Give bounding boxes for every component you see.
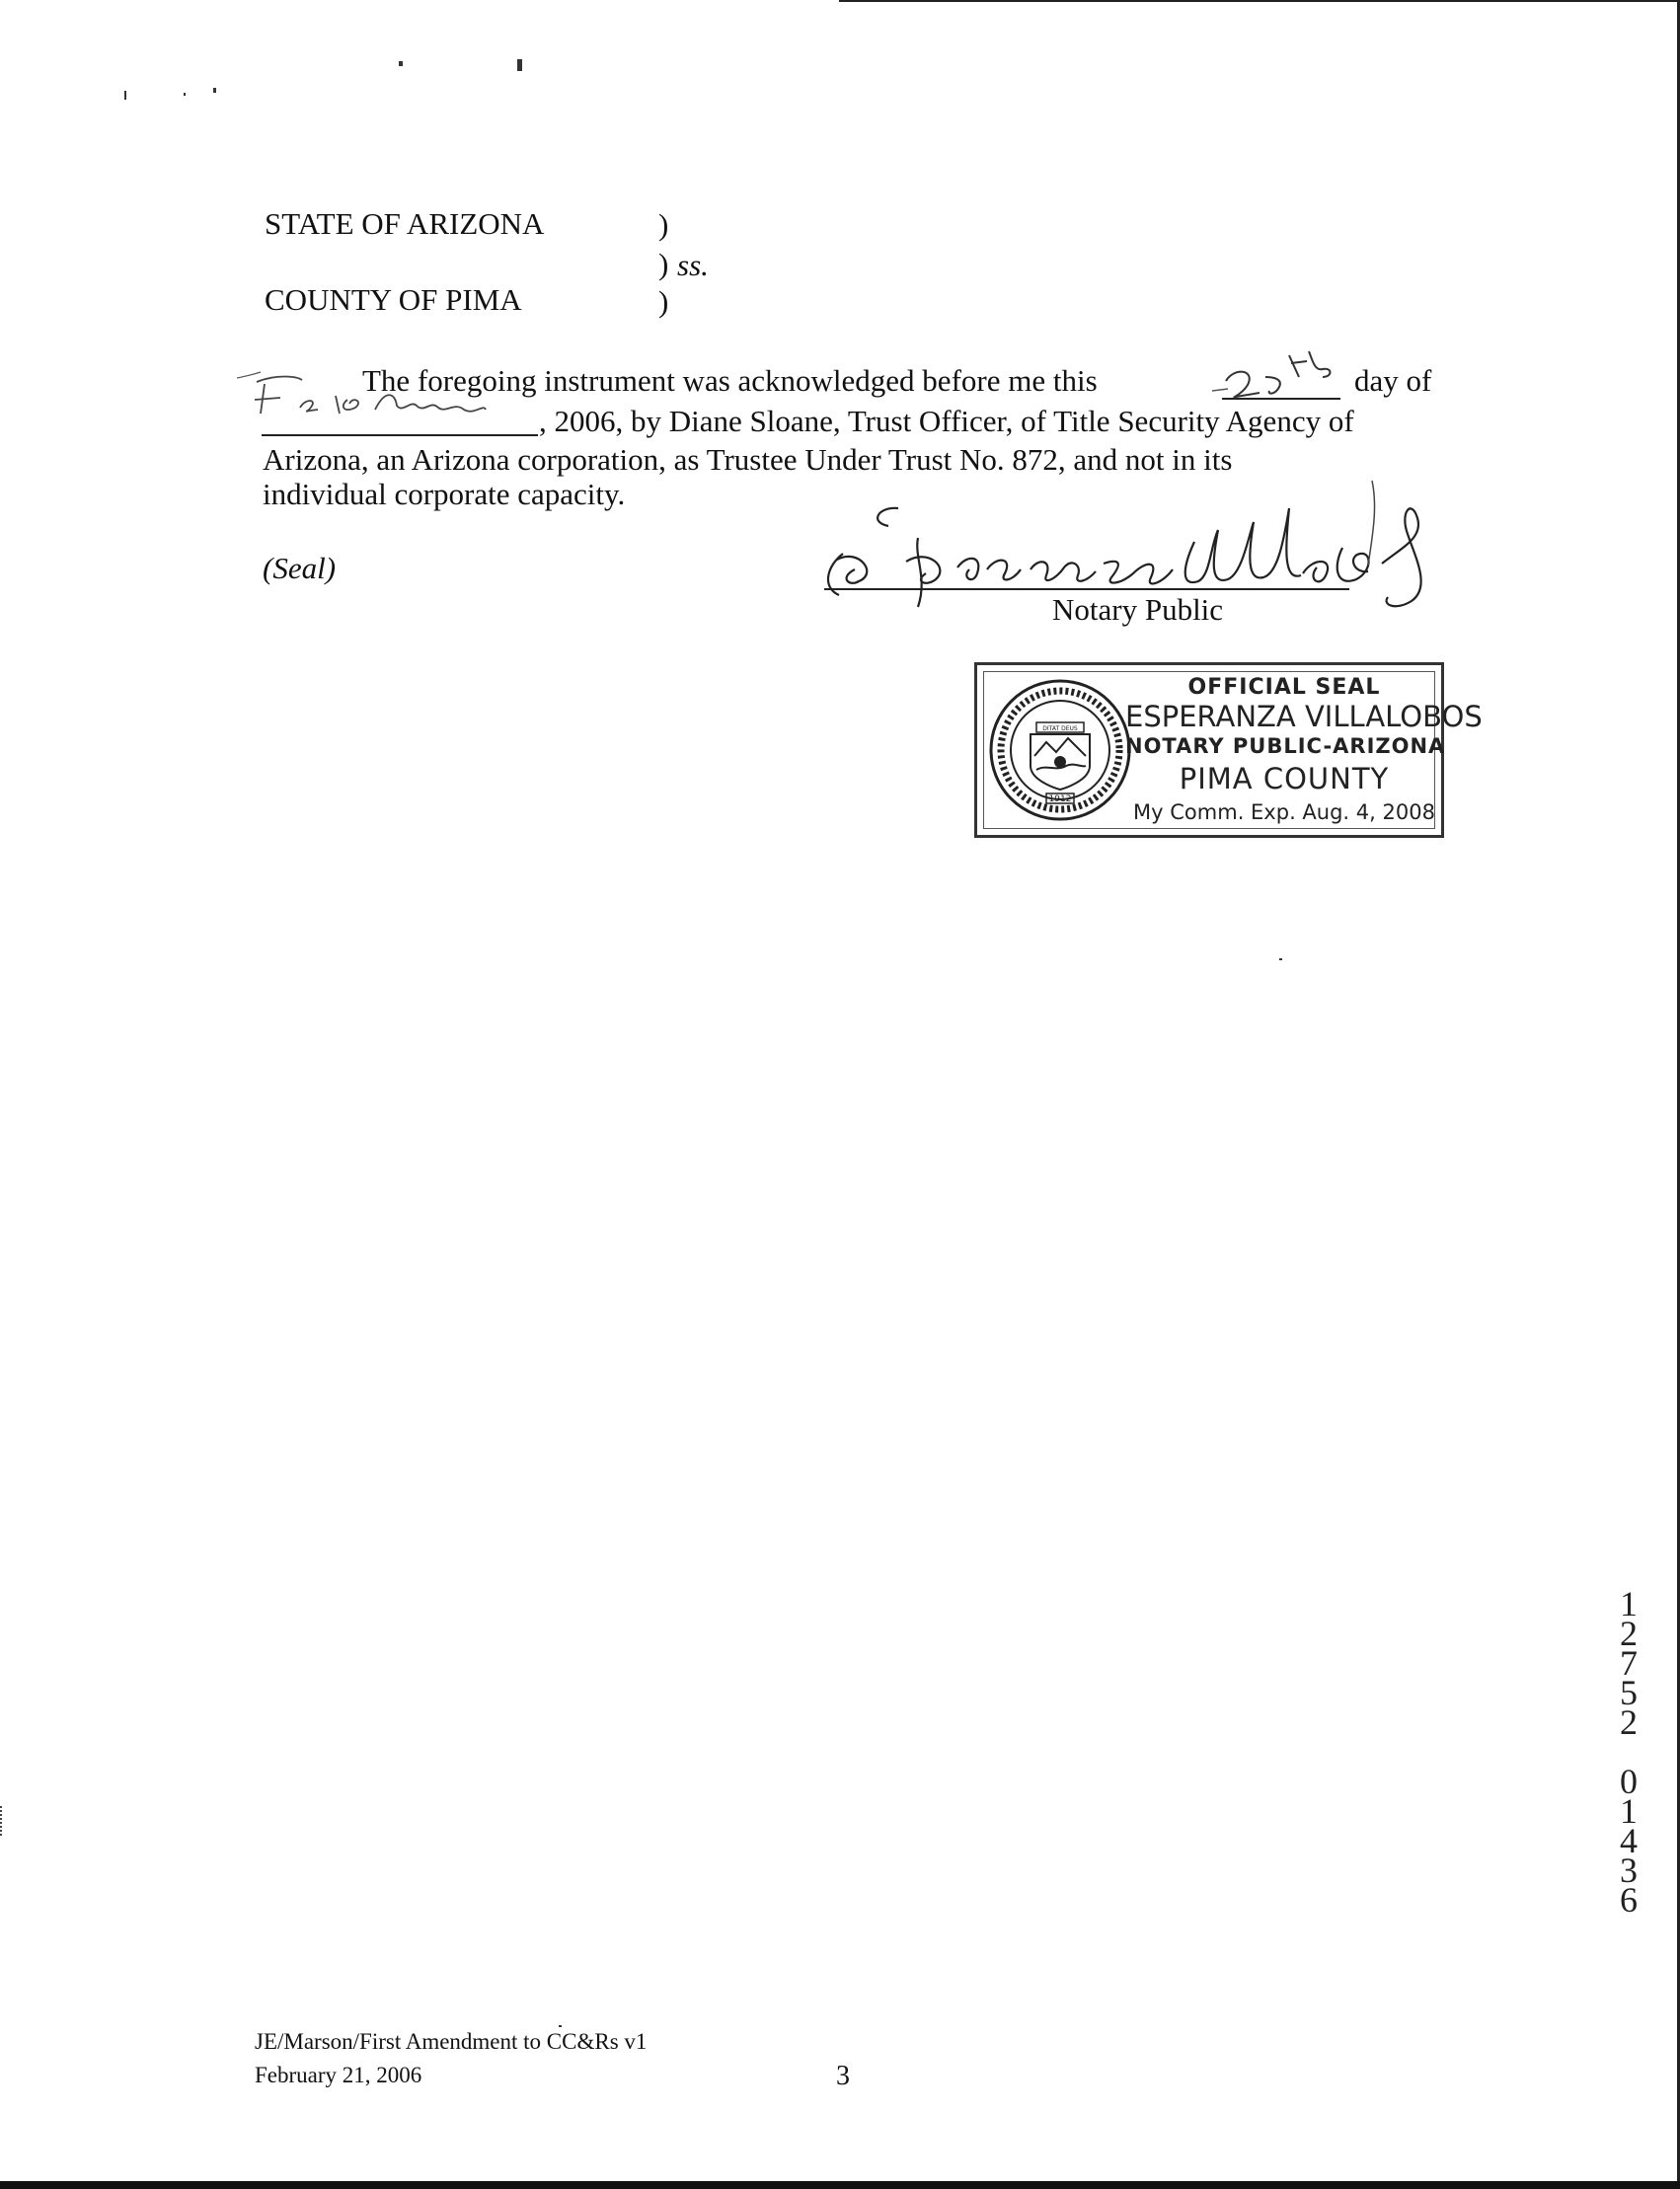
scan-edge-marks [0, 1806, 5, 1836]
venue-paren-2: ) [658, 247, 669, 281]
venue-state: STATE OF ARIZONA [265, 206, 545, 241]
ack-line1-end: day of [1354, 363, 1432, 398]
footer-date: February 21, 2006 [255, 2063, 422, 2087]
handwritten-month [237, 370, 553, 439]
ack-line2: , 2006, by Diane Sloane, Trust Officer, of Title Security Agency of [539, 404, 1354, 438]
scan-border-bottom [0, 2181, 1680, 2189]
svg-text:1912: 1912 [1048, 794, 1072, 804]
handwritten-day [1212, 347, 1350, 407]
seal-label: (Seal) [263, 551, 337, 585]
ack-line3: Arizona, an Arizona corporation, as Trustee Under Trust No. 872, and not in its [263, 442, 1233, 477]
stamp-expiration: My Comm. Exp. Aug. 4, 2008 [1133, 800, 1435, 824]
venue-paren-3: ) [658, 284, 669, 319]
ack-line1-start: The foregoing instrument was acknowledged before me this [362, 363, 1098, 398]
stamp-county: PIMA COUNTY [1179, 762, 1390, 795]
venue-paren-1: ) [658, 207, 669, 242]
svg-text:DITAT DEUS: DITAT DEUS [1042, 725, 1078, 732]
stamp-notary-role: NOTARY PUBLIC-ARIZONA [1125, 734, 1446, 758]
stamp-title: OFFICIAL SEAL [1187, 675, 1381, 700]
page-number: 3 [836, 2061, 850, 2091]
venue-county: COUNTY OF PIMA [265, 282, 522, 317]
recording-number: 1 2 7 5 2 0 1 4 3 6 [1620, 1584, 1638, 1920]
arizona-state-seal-icon [987, 677, 1133, 823]
scan-border-top [839, 0, 1680, 2]
stamp-notary-name: ESPERANZA VILLALOBOS [1125, 700, 1483, 733]
venue-ss: ss. [677, 248, 709, 282]
official-notary-stamp [974, 662, 1483, 838]
ack-line4: individual corporate capacity. [263, 477, 626, 511]
notary-public-label: Notary Public [1052, 592, 1224, 627]
notary-signature-line [824, 588, 1349, 590]
footer-doc-ref: JE/Marson/First Amendment to CC&Rs v1 [255, 2029, 648, 2054]
